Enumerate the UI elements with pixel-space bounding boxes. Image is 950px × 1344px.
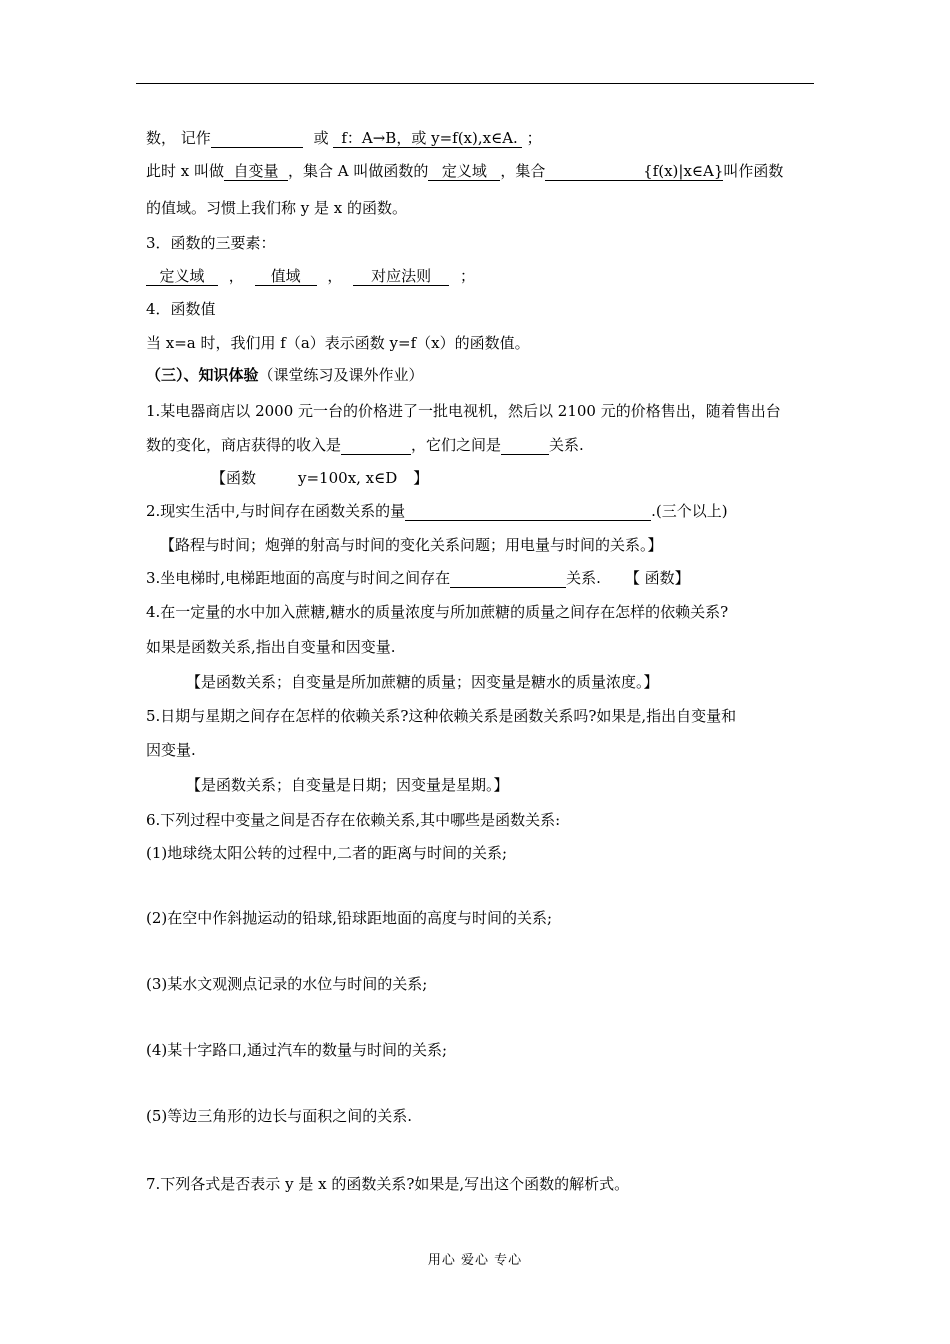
question-6-item: (3)某水文观测点记录的水位与时间的关系; — [146, 975, 428, 993]
blank — [211, 129, 303, 148]
blank — [341, 436, 411, 455]
heading-function-value: 4．函数值 — [146, 300, 216, 318]
blank — [405, 502, 651, 521]
answer-range: 值域 — [255, 267, 317, 286]
question-6-intro: 6.下列过程中变量之间是否存在依赖关系,其中哪些是函数关系: — [146, 811, 561, 829]
line-range: 的值域。习惯上我们称 y 是 x 的函数。 — [146, 199, 408, 217]
question-4-answer: 【是函数关系；自变量是所加蔗糖的质量；因变量是糖水的质量浓度。】 — [186, 673, 659, 691]
line-domain: 此时 x 叫做 自变量 ，集合 A 叫做函数的 定义域 ，集合 {f(x)|x∈A}叫作函数 — [146, 162, 784, 180]
blank — [450, 569, 566, 588]
page-footer: 用心 爱心 专心 — [427, 1253, 523, 1268]
question-2: 2.现实生活中,与时间存在函数关系的量 .(三个以上) — [146, 502, 728, 520]
line-three-elements: 定义域 ， 值域 ， 对应法则 ； — [146, 266, 475, 286]
line-function-value: 当 x=a 时，我们用 f（a）表示函数 y=f（x）的函数值。 — [146, 334, 530, 352]
heading-three-elements: 3．函数的三要素： — [146, 234, 276, 252]
header-rule — [136, 83, 814, 84]
question-6-item: (4)某十字路口,通过汽车的数量与时间的关系; — [146, 1041, 448, 1059]
question-4-line-1: 4.在一定量的水中加入蔗糖,糖水的质量浓度与所加蔗糖的质量之间存在怎样的依赖关系? — [146, 603, 729, 621]
line-notation: 数， 记作 或 f：A→B，或 y=f(x),x∈A. ； — [146, 129, 542, 147]
question-5-line-2: 因变量. — [146, 741, 196, 759]
answer-domain: 定义域 — [146, 267, 218, 286]
question-2-answer: 【路程与时间；炮弹的射高与时间的变化关系问题；用电量与时间的关系。】 — [160, 536, 663, 554]
answer-notation: f：A→B，或 y=f(x),x∈A. — [333, 129, 521, 148]
answer-range: {f(x)|x∈A} — [545, 162, 723, 181]
answer-rule: 对应法则 — [353, 267, 449, 286]
question-3: 3.坐电梯时,电梯距地面的高度与时间之间存在 关系. 【 函数】 — [146, 569, 690, 587]
section-heading: （三）、知识体验（课堂练习及课外作业） — [146, 366, 424, 384]
question-5-answer: 【是函数关系；自变量是日期；因变量是星期。】 — [186, 776, 509, 794]
question-4-line-2: 如果是函数关系,指出自变量和因变量. — [146, 638, 396, 656]
question-6-item: (1)地球绕太阳公转的过程中,二者的距离与时间的关系; — [146, 844, 508, 862]
question-1-line-1: 1.某电器商店以 2000 元一台的价格进了一批电视机，然后以 2100 元的价格售出，随着售出台 — [146, 402, 781, 420]
blank — [501, 436, 549, 455]
answer-domain: 定义域 — [428, 162, 500, 181]
question-7: 7.下列各式是否表示 y 是 x 的函数关系?如果是,写出这个函数的解析式。 — [146, 1175, 630, 1193]
question-1-line-2: 数的变化，商店获得的收入是 ，它们之间是 关系. — [146, 436, 584, 454]
question-5-line-1: 5.日期与星期之间存在怎样的依赖关系?这种依赖关系是函数关系吗?如果是,指出自变量和 — [146, 707, 737, 725]
question-6-item: (5)等边三角形的边长与面积之间的关系. — [146, 1107, 413, 1125]
answer-independent-variable: 自变量 — [224, 162, 288, 181]
question-6-item: (2)在空中作斜抛运动的铅球,铅球距地面的高度与时间的关系; — [146, 909, 553, 927]
question-1-answer: 【函数 y=100x, x∈D 】 — [211, 469, 429, 487]
